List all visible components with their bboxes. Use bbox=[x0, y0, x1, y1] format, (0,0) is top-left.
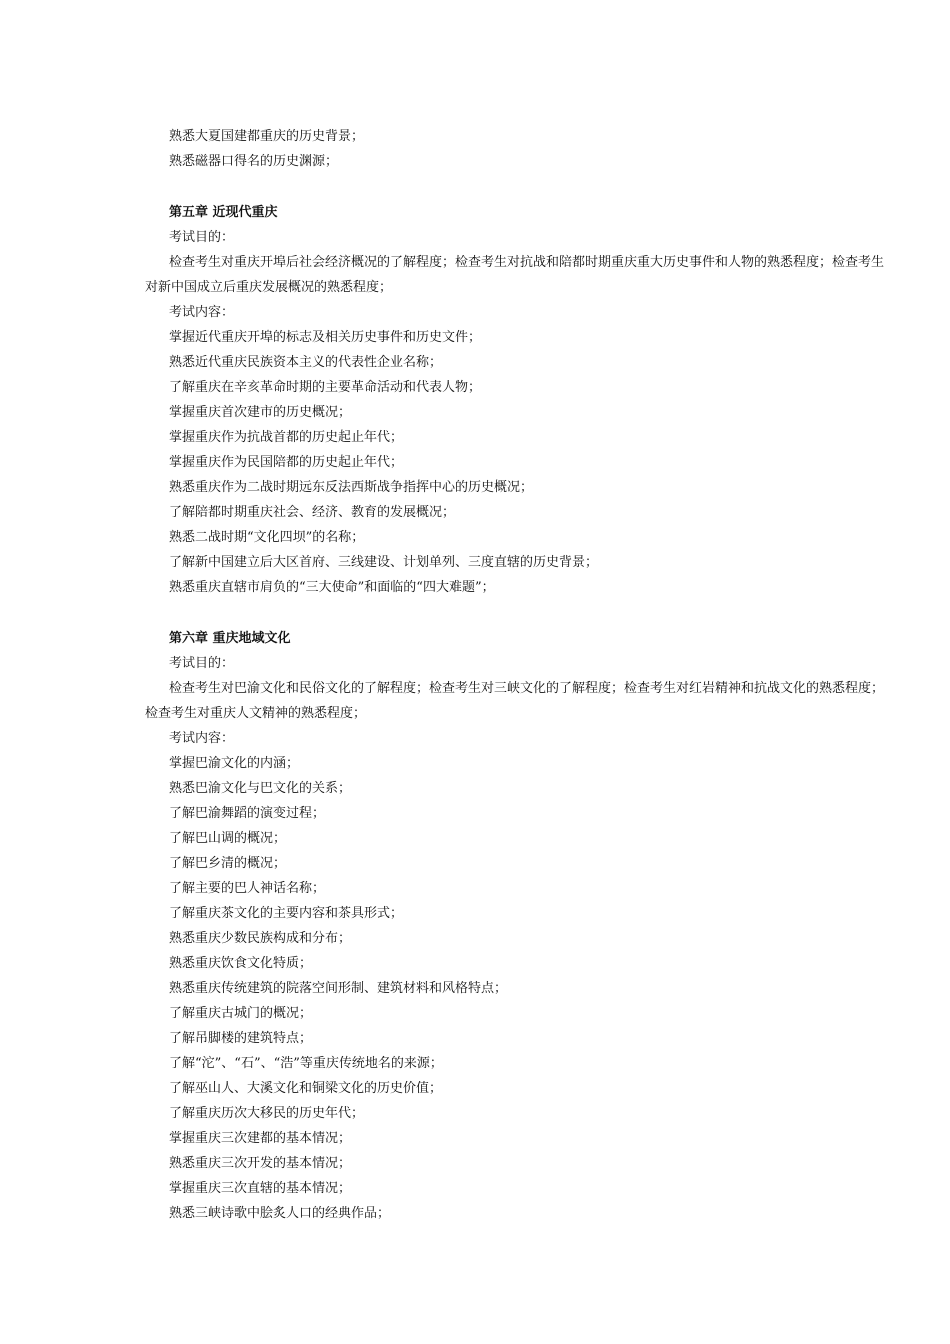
chapter6-item: 掌握重庆三次直辖的基本情况； bbox=[169, 1181, 352, 1196]
chapter6-item: 了解重庆茶文化的主要内容和茶具形式； bbox=[169, 906, 404, 921]
chapter6-item: 了解“沱”、“石”、“浩”等重庆传统地名的来源； bbox=[169, 1056, 443, 1071]
chapter5-item: 掌握重庆作为民国陪都的历史起止年代； bbox=[169, 455, 404, 470]
chapter5-objective-label: 考试目的： bbox=[169, 230, 235, 245]
chapter6-item: 熟悉重庆三次开发的基本情况； bbox=[169, 1156, 352, 1171]
chapter5-item: 了解陪都时期重庆社会、经济、教育的发展概况； bbox=[169, 505, 456, 520]
chapter5-item: 了解新中国建立后大区首府、三线建设、计划单列、三度直辖的历史背景； bbox=[169, 555, 599, 570]
chapter6-item: 熟悉重庆传统建筑的院落空间形制、建筑材料和风格特点； bbox=[169, 981, 508, 996]
chapter6-item: 掌握巴渝文化的内涵； bbox=[169, 756, 300, 771]
chapter6-item: 了解巴乡清的概况； bbox=[169, 856, 287, 871]
chapter6-item: 了解巴山调的概况； bbox=[169, 831, 287, 846]
chapter5-item: 了解重庆在辛亥革命时期的主要革命活动和代表人物； bbox=[169, 380, 482, 395]
section-gap bbox=[145, 174, 890, 200]
chapter6-item: 了解巫山人、大溪文化和铜梁文化的历史价值； bbox=[169, 1081, 443, 1096]
chapter6-content-label: 考试内容： bbox=[169, 731, 235, 746]
chapter6-item: 掌握重庆三次建都的基本情况； bbox=[169, 1131, 352, 1146]
chapter6-item: 了解巴渝舞蹈的演变过程； bbox=[169, 806, 326, 821]
chapter6-item: 了解重庆历次大移民的历史年代； bbox=[169, 1106, 365, 1121]
chapter5-item: 熟悉重庆直辖市肩负的“三大使命”和面临的“四大难题”； bbox=[169, 580, 495, 595]
chapter5-item: 掌握重庆作为抗战首都的历史起止年代； bbox=[169, 430, 404, 445]
chapter6-item: 熟悉巴渝文化与巴文化的关系； bbox=[169, 781, 352, 796]
chapter5-content-label: 考试内容： bbox=[169, 305, 235, 320]
chapter5-item: 掌握近代重庆开埠的标志及相关历史事件和历史文件； bbox=[169, 330, 482, 345]
chapter6-item: 了解重庆古城门的概况； bbox=[169, 1006, 313, 1021]
chapter5-item: 熟悉重庆作为二战时期远东反法西斯战争指挥中心的历史概况； bbox=[169, 480, 534, 495]
section-gap bbox=[145, 600, 890, 626]
intro-item: 熟悉大夏国建都重庆的历史背景； bbox=[169, 129, 365, 144]
chapter5-objective-text: 检查考生对重庆开埠后社会经济概况的了解程度；检查考生对抗战和陪都时期重庆重大历史事件和人物的熟悉程度；检查考生对新中国成立后重庆发展概况的熟悉程度； bbox=[145, 255, 885, 295]
chapter5-title: 第五章 近现代重庆 bbox=[169, 205, 278, 220]
chapter5-item: 熟悉二战时期“文化四坝”的名称； bbox=[169, 530, 365, 545]
chapter6-item: 熟悉重庆饮食文化特质； bbox=[169, 956, 313, 971]
chapter6-item: 熟悉三峡诗歌中脍炙人口的经典作品； bbox=[169, 1206, 391, 1221]
chapter6-item: 熟悉重庆少数民族构成和分布； bbox=[169, 931, 352, 946]
chapter6-objective-text: 检查考生对巴渝文化和民俗文化的了解程度；检查考生对三峡文化的了解程度；检查考生对红岩精神和抗战文化的熟悉程度；检查考生对重庆人文精神的熟悉程度； bbox=[145, 681, 885, 721]
chapter5-item: 熟悉近代重庆民族资本主义的代表性企业名称； bbox=[169, 355, 443, 370]
chapter6-item: 了解主要的巴人神话名称； bbox=[169, 881, 326, 896]
chapter6-item: 了解吊脚楼的建筑特点； bbox=[169, 1031, 313, 1046]
intro-item: 熟悉磁器口得名的历史渊源； bbox=[169, 154, 339, 169]
chapter5-item: 掌握重庆首次建市的历史概况； bbox=[169, 405, 352, 420]
chapter6-objective-label: 考试目的： bbox=[169, 656, 235, 671]
chapter6-title: 第六章 重庆地域文化 bbox=[169, 631, 291, 646]
document-content bbox=[145, 124, 890, 1226]
